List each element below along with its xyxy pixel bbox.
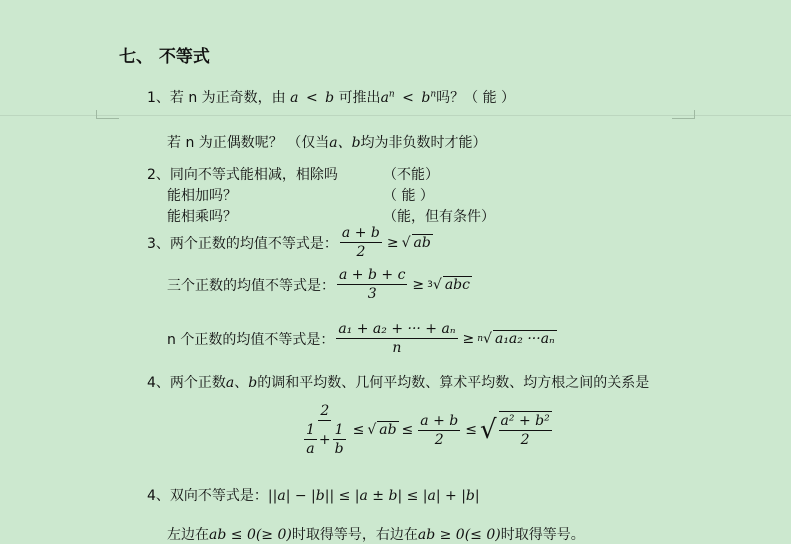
math-ge-3: ≥ — [412, 276, 425, 293]
fraction-inv-b — [333, 421, 346, 458]
q2c-text: 能相乘吗？ — [167, 209, 237, 225]
sqrt-sign: √ — [401, 234, 411, 251]
inv-b-num: 1 — [334, 422, 344, 438]
q1b-suffix: 均为非负数时才能） — [360, 135, 487, 151]
mean-chain — [300, 402, 554, 458]
section-title: 七、 不等式 — [119, 47, 210, 67]
q4-line — [147, 372, 649, 392]
fraction-am3-den: 3 — [367, 286, 377, 302]
fraction-am-num: a + b — [420, 412, 459, 429]
inv-b-den: b — [334, 441, 344, 457]
fraction-am3-num: a + b + c — [339, 267, 406, 283]
q1-prefix: 1、若 n 为正奇数，由 — [147, 90, 286, 106]
q2c-answer: （能，但有条件） — [383, 209, 495, 225]
inv-a-num: 1 — [306, 422, 315, 438]
math-a-pow: a — [380, 90, 389, 106]
root-index-n: n — [477, 333, 484, 344]
fraction-rms-num: a² + b² — [500, 413, 550, 429]
sqrt-ab: ab — [413, 234, 431, 251]
q3c-text: n 个正数的均值不等式是： — [167, 331, 335, 348]
q3c-line — [167, 320, 557, 357]
q5-text: 4、双向不等式是： — [147, 488, 268, 504]
sqrt-sign-rms: √ — [479, 415, 497, 445]
fraction-am — [418, 412, 460, 449]
math-ge-n: ≥ — [462, 330, 475, 347]
fraction-am2 — [340, 224, 382, 261]
math-le-2: ≤ — [401, 422, 414, 438]
q1-line — [147, 87, 515, 107]
math-lt2: < — [402, 90, 414, 106]
q2-answer: （不能） — [383, 167, 439, 183]
fraction-am2-den: 2 — [356, 244, 366, 260]
q6-line — [167, 524, 585, 544]
sqrt-sign-n: √ — [483, 330, 492, 347]
fraction-amn-den: n — [392, 340, 402, 356]
math-b-4: b — [248, 375, 258, 391]
cond-left: ab ≤ 0(≥ 0) — [209, 527, 292, 543]
sqrt-abc: abc — [444, 276, 470, 293]
q4-text: 4、两个正数 — [147, 375, 226, 391]
q2b-text: 能相加吗？ — [167, 188, 237, 204]
q6-c: 时取得等号。 — [500, 527, 585, 543]
math-ab-pair: a、b — [329, 135, 361, 151]
q2b-answer: （ 能 ） — [383, 188, 434, 204]
root-index-3: 3 — [427, 279, 433, 290]
fraction-hm — [302, 402, 348, 458]
q3-text: 3、两个正数的均值不等式是： — [147, 235, 338, 252]
fraction-am3 — [337, 266, 407, 303]
q3b-text: 三个正数的均值不等式是： — [167, 277, 335, 294]
fraction-rms — [499, 411, 552, 449]
sqrt-sign-gm: √ — [367, 422, 377, 438]
fraction-am-den: 2 — [434, 431, 444, 448]
q6-b: 时取得等号，右边在 — [291, 527, 418, 543]
math-a: a — [290, 90, 299, 106]
cond-right: ab ≥ 0(≤ 0) — [417, 527, 501, 543]
hm-plus: + — [318, 431, 331, 448]
fraction-rms-den: 2 — [520, 432, 530, 448]
fraction-amn — [336, 320, 457, 357]
q2-text: 2、同向不等式能相减，相除吗 — [147, 167, 338, 183]
q1b-text: 若 n 为正偶数呢？ （仅当 — [167, 135, 330, 151]
q1b-line — [167, 132, 487, 152]
q5-line — [147, 485, 480, 505]
fraction-hm-den — [302, 421, 348, 458]
math-a-4: a — [225, 375, 235, 391]
fraction-amn-num: a₁ + a₂ + ··· + aₙ — [338, 321, 456, 337]
inv-a-den: a — [306, 441, 315, 457]
math-le-1: ≤ — [352, 422, 365, 438]
math-exp-n2: n — [430, 89, 437, 100]
math-exp-n: n — [388, 89, 395, 100]
double-inequality: ||a| − |b|| ≤ |a ± b| ≤ |a| + |b| — [267, 488, 480, 504]
sqrt-prod-n: a₁a₂ ···aₙ — [494, 330, 555, 347]
q6-a: 左边在 — [167, 527, 209, 543]
math-ge: ≥ — [386, 234, 399, 251]
math-lt: < — [305, 90, 318, 106]
q1-suffix: 吗？（ 能 ） — [436, 90, 516, 106]
q3b-line — [167, 266, 472, 303]
margin-mark-right — [672, 110, 695, 119]
q4-mid: 的调和平均数、几何平均数、算术平均数、均方根之间的关系是 — [257, 375, 650, 391]
fraction-am2-num: a + b — [341, 225, 380, 241]
q1-infer: 可推出 — [338, 90, 381, 106]
math-b-pow: b — [421, 90, 431, 106]
fraction-inv-a — [304, 421, 317, 458]
margin-mark-left — [96, 110, 119, 119]
q4-sep: 、 — [234, 375, 249, 391]
q3-line — [147, 224, 433, 261]
fraction-hm-num: 2 — [320, 403, 330, 419]
math-le-3: ≤ — [465, 422, 477, 438]
sqrt-sign-3: √ — [432, 276, 442, 293]
math-b: b — [325, 90, 335, 106]
sqrt-gm: ab — [379, 422, 397, 438]
